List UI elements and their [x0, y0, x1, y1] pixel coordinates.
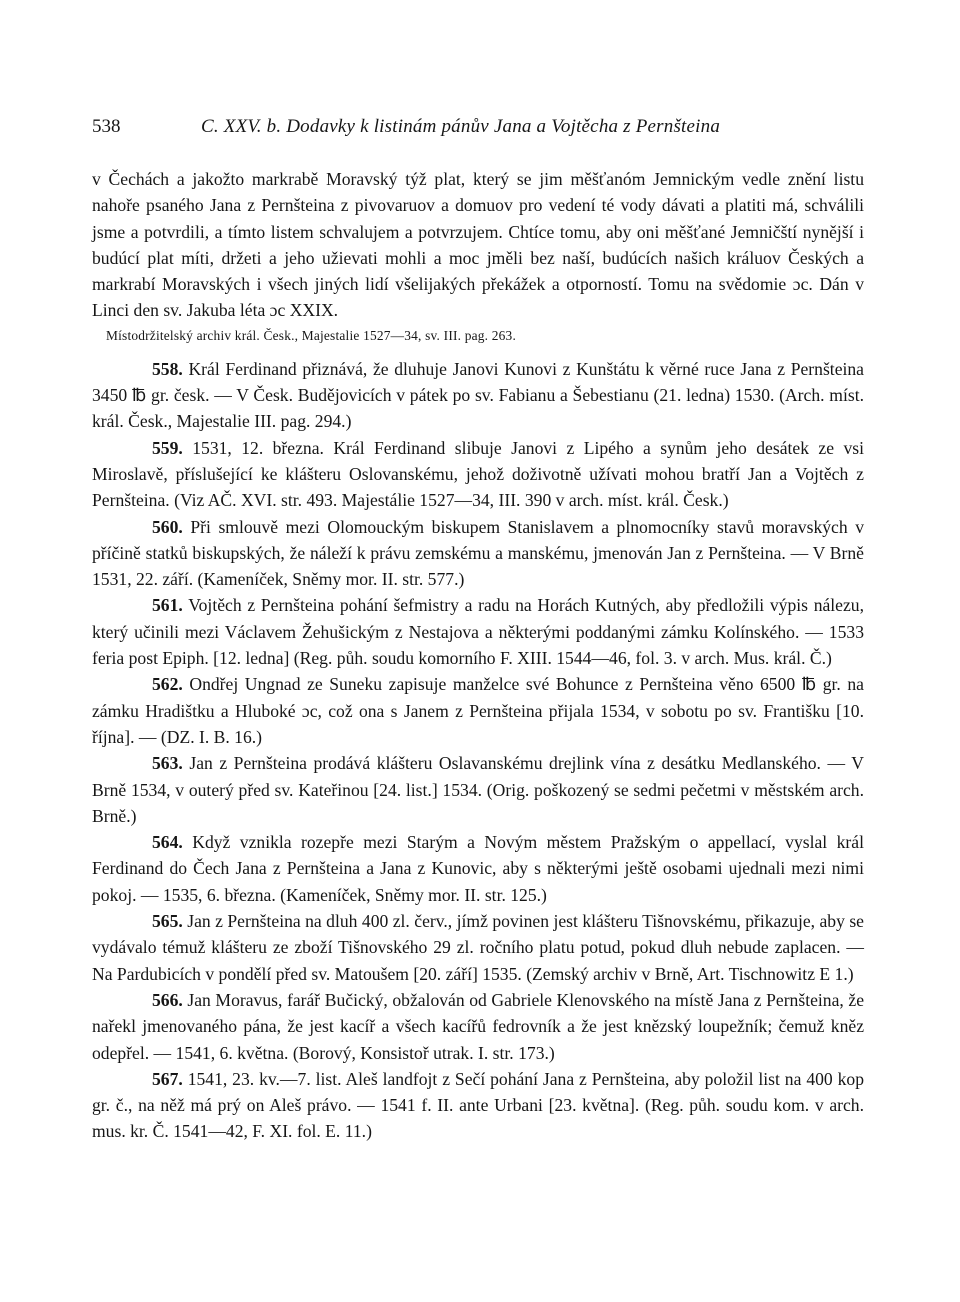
intro-paragraph: v Čechách a jakožto markrabě Moravský týž plat, který se jim měšťanóm Jemnickým vedle znění listu nahoře psaného Jana z Pernšteina z pivovaruov a domuov pro vedení té vody dávati a platiti má, schválili jsme a potvrdili, a tímto listem schvalujem a potvrzujem. Chtíce tomu, aby oni měšťané Jemničští nynější i budúcí plat míti, držeti a jeho užievati mohli a moc jměli bez naší, budúcích našich králuov Českých a markrabí Moravských i všech jiných lidí všelijakých překážek a otporností. Tomu na svědomie ɔc. Dán v Linci den sv. Jakuba léta ɔc XXIX.: [92, 169, 864, 321]
entry-text: Ondřej Ungnad ze Suneku zapisuje manželce své Bohunce z Pernšteina věno 6500 ℔ gr. na zámku Hradištku a Hluboké ɔc, což ona s Janem z Pernšteina přijala 1534, v sobotu po sv. Františku [10. října]. — (DZ. I. B. 16.): [92, 674, 864, 747]
entry-565: [92, 908, 864, 987]
entry-number: 563.: [152, 753, 183, 774]
page-header: [92, 112, 864, 146]
entry-text: Král Ferdinand přiznává, že dluhuje Janovi Kunovi z Kunštátu k věrné ruce Jana z Pernšteina 3450 ℔ gr. česk. — V Česk. Budějovicích v pátek po sv. Fabianu a Šebestianu (21. ledna) 1530. (Arch. míst. král. Česk., Majestalie III. pag. 294.): [92, 358, 864, 432]
entry-text: Při smlouvě mezi Olomouckým biskupem Stanislavem a plnomocníky stavů moravských v příčině statků biskupských, že náleží k právu zemskému a manskému, jmenován Jan z Pernšteina. — V Brně 1531, 22. září. (Kameníček, Sněmy mor. II. str. 577.): [92, 516, 864, 590]
document-page: [92, 112, 864, 1145]
entry-text: 1541, 23. kv.—7. list. Aleš landfojt z Sečí pohání Jana z Pernšteina, aby položil list na 400 kop gr. č., na něž má prý on Aleš právo. — 1541 f. II. ante Urbani [23. května]. (Reg. půh. soudu kom. v arch. mus. kr. Č. 1541—42, F. XI. fol. E. 11.): [92, 1068, 864, 1142]
entry-number: 562.: [152, 674, 183, 695]
entry-560: [92, 514, 864, 593]
entry-text: Vojtěch z Pernšteina pohání šefmistry a radu na Horách Kutných, aby předložili výpis nálezu, který učinili mezi Václavem Žehušickým z Nestajova a některými poddanými zámku Kolínského. — 1533 feria post Epiph. [12. ledna] (Reg. půh. soudu komorního F. XIII. 1544—46, fol. 3. v arch. Mus. král. Č.): [92, 595, 864, 669]
entry-562: [92, 671, 864, 750]
page-number: 538: [92, 116, 121, 137]
entry-text: Jan Moravus, farář Bučický, obžalován od Gabriele Klenovského na místě Jana z Pernšteina, že nařekl jmenovaného pána, že jest kacíř a všech kacířů fedrovník a že jest knězský loupežník; čemuž kněz odepřel. — 1541, 6. května. (Borový, Konsistoř utrak. I. str. 173.): [92, 989, 864, 1063]
entry-561: [92, 592, 864, 671]
archive-source: Místodržitelský archiv král. Česk., Majestalie 1527—34, sv. III. pag. 263.: [106, 327, 516, 343]
entry-558: [92, 356, 864, 435]
running-title: C. XXV. b. Dodavky k listinám pánův Jana a Vojtěcha z Pernšteina: [201, 116, 721, 137]
entry-563: [92, 750, 864, 829]
entries-list: [92, 356, 864, 1145]
entry-566: [92, 987, 864, 1066]
entry-number: 564.: [152, 832, 183, 853]
entry-number: 566.: [152, 989, 183, 1010]
entry-text: Jan z Pernšteina na dluh 400 zl. červ., jímž povinen jest klášteru Tišnovskému, přikazuje, aby se vydávalo témuž klášteru ze zboží Tišnovského 29 zl. ročního platu potud, pokud dluh nebude zaplacen. — Na Pardubicích v pondělí před sv. Matoušem [20. září] 1535. (Zemský archiv v Brně, Art. Tischnowitz E 1.): [92, 911, 864, 984]
entry-number: 559.: [152, 437, 183, 458]
entry-559: [92, 435, 864, 514]
entry-text: Když vznikla rozepře mezi Starým a Novým městem Pražským o appellací, vyslal král Ferdinand do Čech Jana z Pernšteina a Jana z Kunovic, aby s některými ještě osobami ujednali mezi nimi pokoj. — 1535, 6. března. (Kameníček, Sněmy mor. II. str. 125.): [92, 832, 864, 905]
entry-number: 567.: [152, 1068, 183, 1089]
entry-564: [92, 829, 864, 908]
entry-text: 1531, 12. března. Král Ferdinand slibuje Janovi z Lipého a synům jeho desátek ze vsi Miroslavě, příslušející ke klášteru Oslovanskému, jehož doživotně užívati mohou bratří Jan a Vojtěch z Pernšteina. (Viz AČ. XVI. str. 493. Majestálie 1527—34, III. 390 v arch. míst. král. Česk.): [92, 437, 864, 511]
entry-567: [92, 1066, 864, 1145]
entry-text: Jan z Pernšteina prodává klášteru Oslavanskému drejlink vína z desátku Medlanského. — V Brně 1534, v outerý před sv. Kateřinou [24. list.] 1534. (Orig. poškozený se sedmi pečetmi v městském arch. Brně.): [92, 753, 864, 826]
entry-number: 560.: [152, 516, 183, 537]
entry-number: 561.: [152, 595, 183, 616]
entry-number: 558.: [152, 358, 183, 379]
entry-number: 565.: [152, 911, 183, 932]
document-body: [92, 166, 864, 1145]
